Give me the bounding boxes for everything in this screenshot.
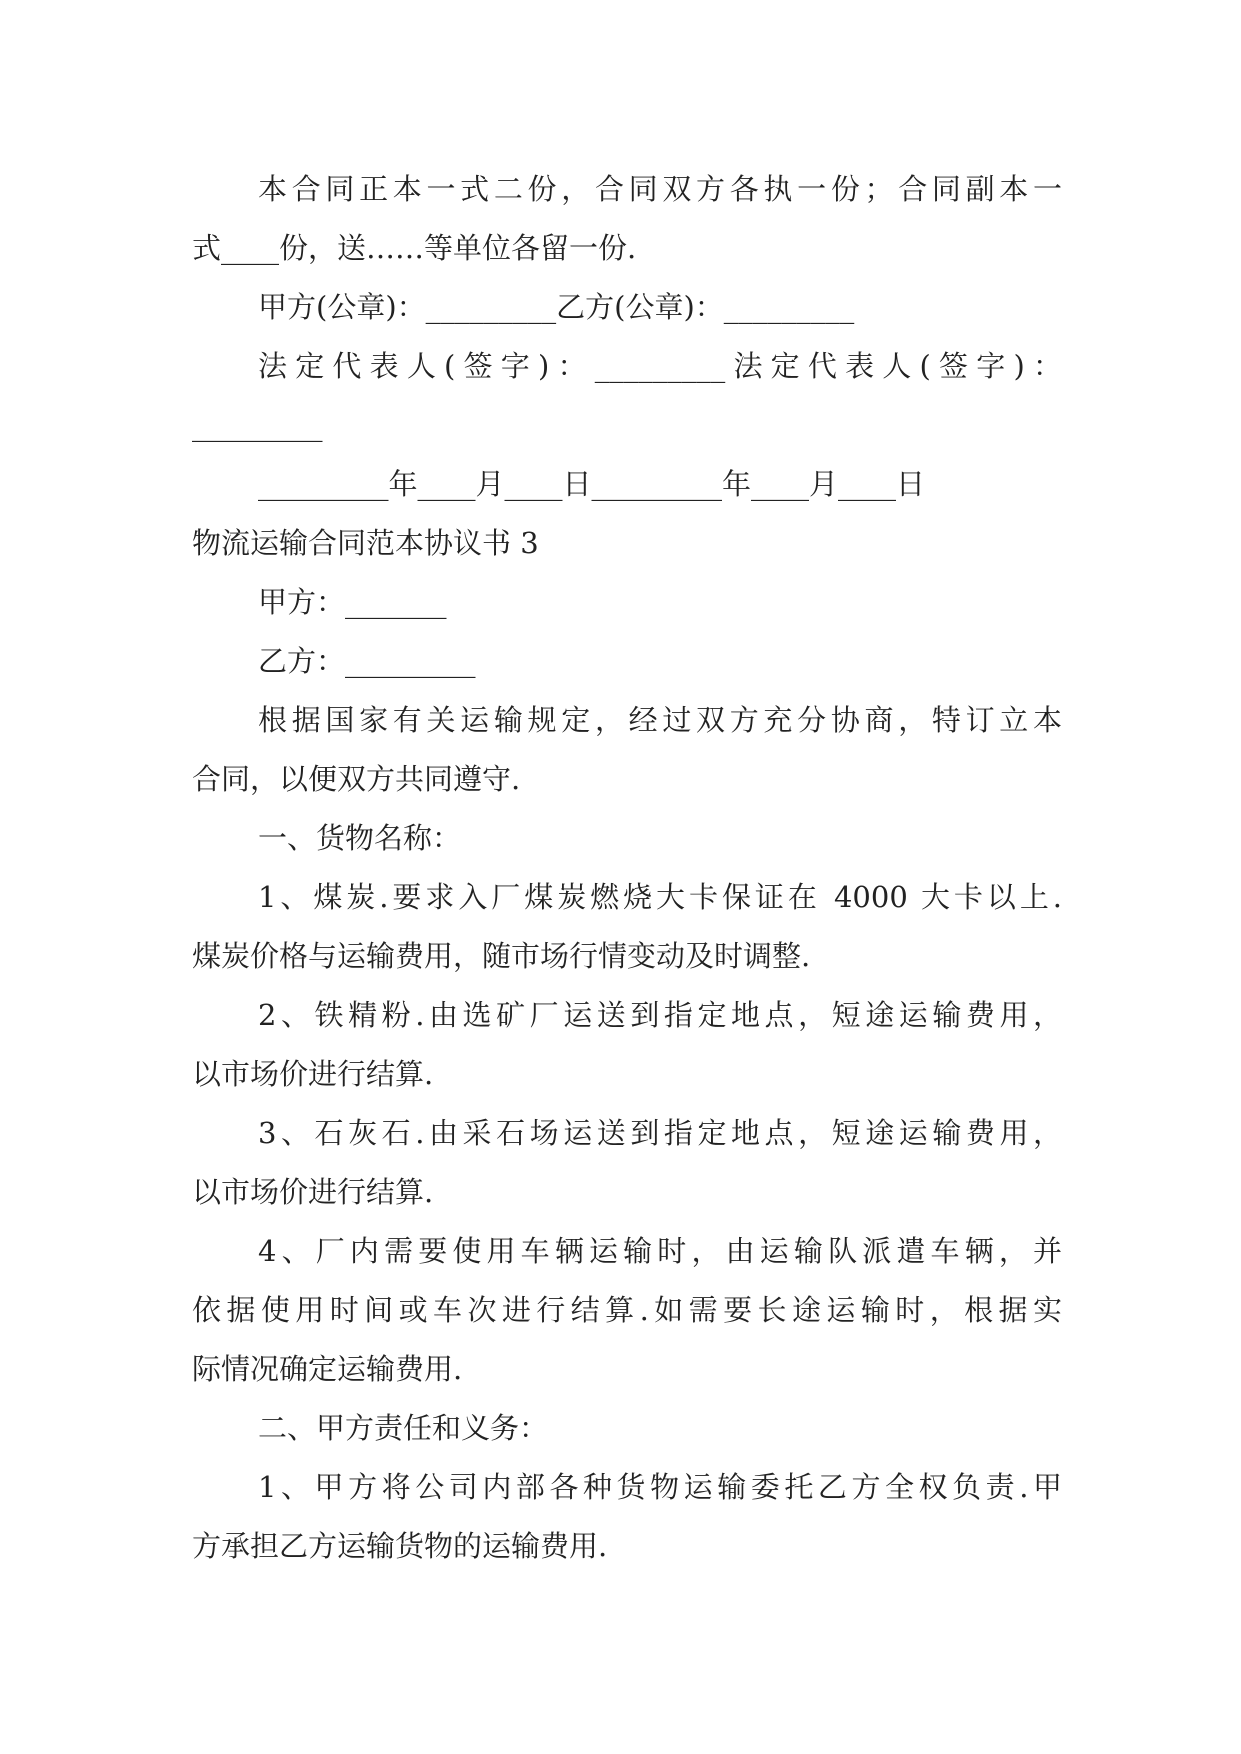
document-title: 物流运输合同范本协议书 3 bbox=[192, 526, 539, 560]
copies-line-1: 本合同正本一式二份，合同双方各执一份；合同副本一 bbox=[258, 172, 1062, 206]
representative-line-2: _________ bbox=[192, 408, 323, 442]
clause-line: 煤炭价格与运输费用，随市场行情变动及时调整. bbox=[192, 939, 811, 973]
clause-line: 1、甲方将公司内部各种货物运输委托乙方全权负责.甲 bbox=[258, 1470, 1062, 1504]
seal-line: 甲方(公章)：_________乙方(公章)：_________ bbox=[258, 290, 855, 324]
clause-line: 以市场价进行结算. bbox=[192, 1057, 434, 1091]
clause-line: 方承担乙方运输货物的运输费用. bbox=[192, 1529, 608, 1563]
clause-line: 3、石灰石.由采石场运送到指定地点，短途运输费用， bbox=[258, 1116, 1062, 1150]
representative-line-1: 法定代表人(签字)：_________法定代表人(签字)： bbox=[258, 349, 1062, 383]
intro-line: 合同，以便双方共同遵守. bbox=[192, 762, 521, 796]
party-b: 乙方：_________ bbox=[258, 644, 476, 678]
section-heading: 二、甲方责任和义务： bbox=[258, 1411, 549, 1445]
section-heading: 一、货物名称： bbox=[258, 821, 462, 855]
clause-line: 4、厂内需要使用车辆运输时，由运输队派遣车辆，并 bbox=[258, 1234, 1062, 1268]
date-line: _________年____月____日_________年____月____日 bbox=[258, 467, 926, 501]
clause-line: 以市场价进行结算. bbox=[192, 1175, 434, 1209]
document-page bbox=[192, 160, 1062, 1576]
clause-line: 际情况确定运输费用. bbox=[192, 1352, 463, 1386]
clause-line: 依据使用时间或车次进行结算.如需要长途运输时，根据实 bbox=[192, 1293, 1062, 1327]
party-a: 甲方：_______ bbox=[258, 585, 447, 619]
intro-line: 根据国家有关运输规定，经过双方充分协商，特订立本 bbox=[258, 703, 1062, 737]
clause-line: 2、铁精粉.由选矿厂运送到指定地点，短途运输费用， bbox=[258, 998, 1062, 1032]
copies-line-2: 式____份，送……等单位各留一份. bbox=[192, 231, 637, 265]
clause-line: 1、煤炭.要求入厂煤炭燃烧大卡保证在 4000 大卡以上. bbox=[258, 880, 1062, 914]
